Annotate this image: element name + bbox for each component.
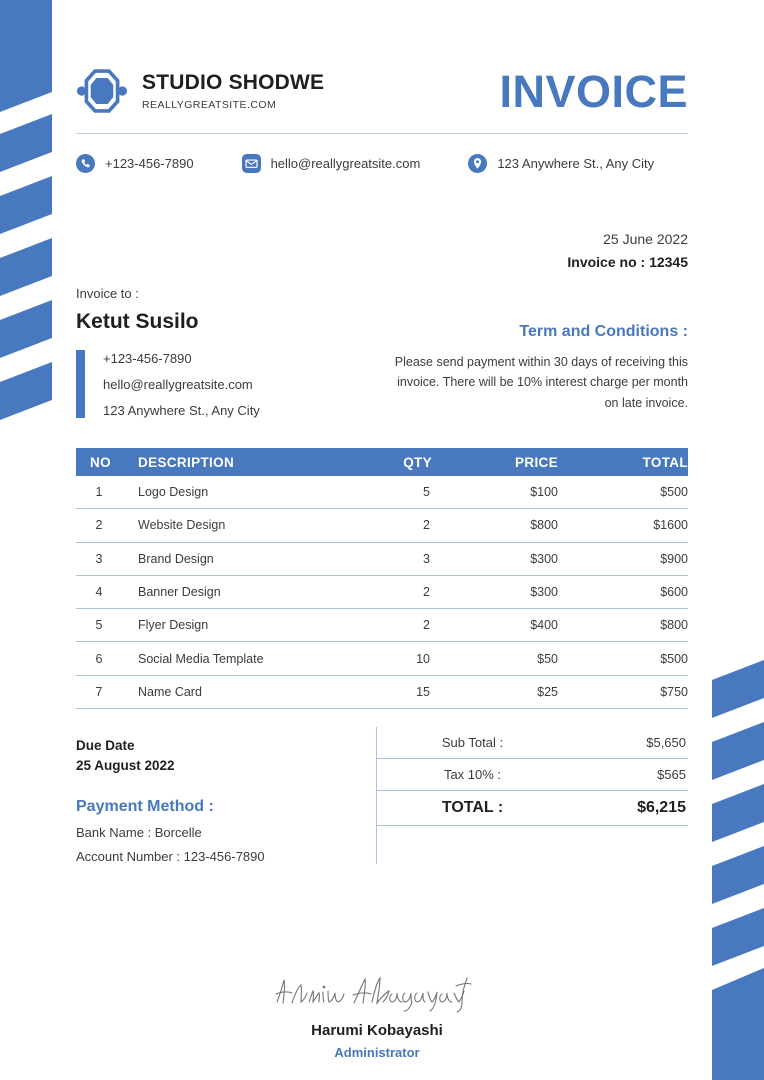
grand-total-value: $6,215	[637, 799, 686, 817]
subtotal-row	[377, 727, 688, 759]
cell-price: $50	[537, 651, 558, 666]
location-pin-icon	[468, 154, 487, 173]
signature-role: Administrator	[334, 1045, 420, 1061]
table-row	[76, 676, 688, 709]
due-date-label: Due Date	[76, 738, 135, 754]
summary-section	[76, 727, 688, 864]
table-row	[76, 543, 688, 576]
payment-bank-name: Bank Name : Borcelle	[76, 825, 202, 841]
decoration-right	[712, 0, 764, 1080]
terms-title: Term and Conditions :	[519, 323, 688, 340]
bill-to-name: Ketut Susilo	[76, 310, 199, 333]
cell-price: $300	[530, 551, 558, 566]
hexagon-logo-icon	[76, 66, 128, 116]
page-title: INVOICE	[499, 65, 688, 117]
tax-value: $565	[657, 767, 686, 783]
cell-no: 2	[95, 518, 103, 533]
cell-qty: 5	[423, 485, 430, 500]
invoice-page	[76, 0, 688, 1080]
table-header-row	[76, 448, 688, 476]
contact-phone-text: +123-456-7890	[105, 156, 194, 171]
contact-strip	[76, 154, 688, 173]
tax-row	[377, 759, 688, 791]
grand-total-row	[377, 791, 688, 826]
envelope-icon	[242, 154, 261, 173]
bill-to-label: Invoice to :	[76, 286, 139, 301]
table-row	[76, 642, 688, 675]
totals-block	[376, 727, 688, 864]
terms-body: Please send payment within 30 days of receiving this invoice. There will be 10% interest charge per month on late invoice.	[394, 355, 688, 410]
cell-total: $800	[660, 618, 688, 633]
payment-account-number: Account Number : 123-456-7890	[76, 849, 265, 865]
bill-to-address: 123 Anywhere St., Any City	[103, 403, 260, 418]
bill-to-phone: +123-456-7890	[103, 351, 192, 366]
cell-price: $25	[537, 684, 558, 699]
subtotal-value: $5,650	[646, 735, 686, 751]
cell-total: $500	[660, 485, 688, 500]
table-row	[76, 576, 688, 609]
cell-qty: 2	[423, 618, 430, 633]
handwritten-signature-icon	[271, 972, 483, 1016]
cell-total: $900	[660, 551, 688, 566]
table-row	[76, 509, 688, 542]
column-header-total: TOTAL	[642, 454, 688, 470]
column-header-price: PRICE	[514, 454, 558, 470]
payment-method-title: Payment Method :	[76, 798, 214, 816]
brand-website: REALLYGREATSITE.COM	[142, 98, 277, 111]
column-header-desc: DESCRIPTION	[138, 454, 235, 470]
cell-desc: Website Design	[138, 518, 226, 533]
accent-bar	[76, 350, 85, 418]
signature-name: Harumi Kobayashi	[311, 1022, 443, 1040]
contact-email-text: hello@reallygreatsite.com	[270, 156, 421, 171]
cell-desc: Social Media Template	[138, 651, 264, 666]
column-header-qty: QTY	[403, 454, 432, 470]
cell-total: $1600	[653, 518, 688, 533]
brand-name: STUDIO SHODWE	[142, 71, 325, 95]
bill-to-contact	[76, 350, 376, 418]
cell-desc: Brand Design	[138, 551, 214, 566]
cell-total: $750	[660, 684, 688, 699]
table-row	[76, 609, 688, 642]
cell-no: 1	[95, 485, 103, 500]
phone-icon	[76, 154, 95, 173]
column-header-no: NO	[90, 454, 111, 470]
cell-price: $800	[530, 518, 558, 533]
terms-block	[388, 286, 688, 418]
cell-qty: 10	[416, 651, 430, 666]
cell-price: $300	[530, 585, 558, 600]
contact-email	[242, 154, 421, 173]
cell-desc: Logo Design	[138, 485, 209, 500]
invoice-meta	[76, 231, 688, 270]
invoice-number: Invoice no : 12345	[567, 254, 688, 270]
cell-total: $600	[660, 585, 688, 600]
cell-no: 3	[95, 551, 103, 566]
cell-no: 4	[95, 585, 103, 600]
bill-to-block	[76, 286, 376, 418]
table-row	[76, 476, 688, 509]
items-table	[76, 448, 688, 709]
grand-total-label: TOTAL :	[441, 799, 504, 817]
cell-no: 6	[95, 651, 103, 666]
brand-block	[76, 66, 324, 116]
subtotal-label: Sub Total :	[441, 735, 504, 751]
invoice-date: 25 June 2022	[603, 231, 688, 247]
cell-desc: Flyer Design	[138, 618, 209, 633]
payment-block	[76, 727, 376, 864]
decoration-left	[0, 0, 52, 1080]
cell-price: $100	[530, 485, 558, 500]
bill-to-email: hello@reallygreatsite.com	[103, 377, 253, 392]
signature-section	[76, 972, 688, 1062]
cell-desc: Name Card	[138, 684, 202, 699]
cell-desc: Banner Design	[138, 585, 221, 600]
cell-no: 5	[95, 618, 103, 633]
header-divider	[76, 133, 688, 134]
contact-address	[468, 154, 654, 173]
cell-qty: 2	[423, 518, 430, 533]
invoice-header	[76, 0, 688, 116]
cell-no: 7	[95, 684, 103, 699]
billing-and-terms	[76, 286, 688, 418]
contact-phone	[76, 154, 194, 173]
contact-address-text: 123 Anywhere St., Any City	[497, 156, 655, 171]
cell-qty: 2	[423, 585, 430, 600]
cell-total: $500	[660, 651, 688, 666]
due-date-value: 25 August 2022	[76, 758, 175, 774]
cell-qty: 15	[416, 684, 430, 699]
cell-price: $400	[530, 618, 558, 633]
tax-label: Tax 10% :	[443, 767, 502, 783]
cell-qty: 3	[423, 551, 430, 566]
